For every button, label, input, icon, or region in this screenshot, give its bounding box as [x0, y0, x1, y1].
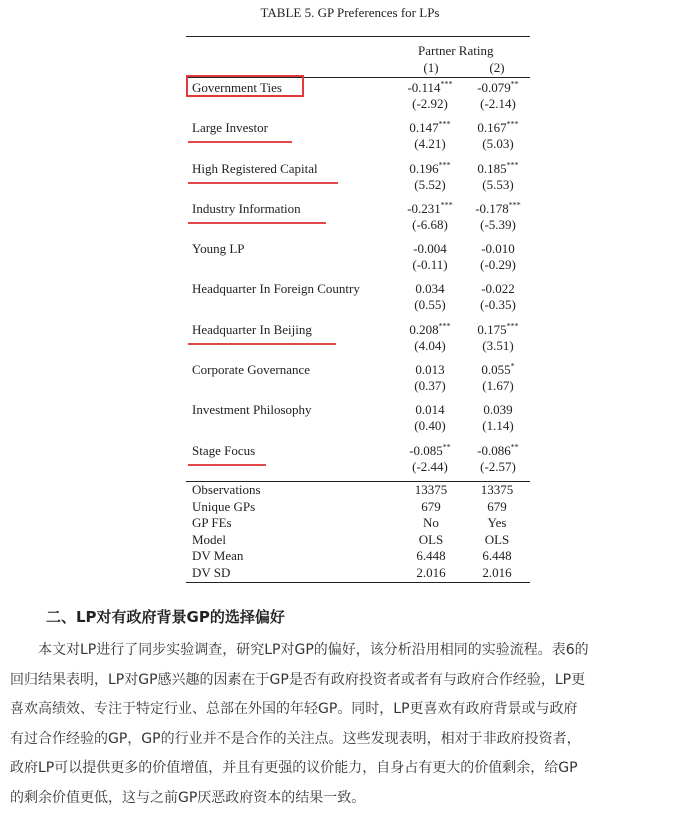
table-row: [186, 78, 530, 118]
coef-col-1: -0.231***: [407, 200, 453, 216]
row-label: Headquarter In Beijing: [192, 321, 312, 337]
paragraph-line: 的剩余价值更低，这与之前GP厌恶政府资本的结果一致。: [10, 789, 366, 806]
tstat-col-1: (-0.11): [412, 257, 448, 273]
coefficient-rows: [186, 78, 530, 481]
row-label: Stage Focus: [192, 442, 256, 458]
highlight-underline: [188, 141, 292, 143]
stars: ***: [506, 160, 519, 170]
coef-col-1: 0.196***: [409, 160, 451, 176]
coef-col-1: 0.014: [415, 402, 445, 418]
stars: ***: [506, 119, 519, 129]
paragraph-line: 有过合作经验的GP，GP的行业并不是合作的关注点。这些发现表明，相对于非政府投资者，: [10, 730, 581, 747]
coef-col-2: 0.185***: [477, 160, 519, 176]
section-paragraph: [10, 636, 690, 813]
table-row: [186, 199, 530, 239]
table-row: [186, 118, 530, 158]
stars: ***: [438, 119, 451, 129]
row-label: Young LP: [192, 241, 245, 257]
stats-col-2: 2.016: [482, 564, 512, 580]
stats-col-2: 13375: [480, 481, 514, 497]
table-row: [186, 159, 530, 199]
coef-col-2: 0.055*: [481, 361, 515, 378]
paragraph-line: 本文对LP进行了同步实验调查，研究LP对GP的偏好，该分析沿用相同的实验流程。表6的: [38, 642, 589, 658]
stats-label: Observations: [192, 481, 261, 497]
tstat-col-2: (3.51): [482, 337, 514, 353]
coef-col-2: 0.039: [483, 402, 513, 418]
tstat-col-1: (-2.44): [412, 458, 448, 474]
tstat-col-2: (-2.57): [480, 458, 516, 474]
table-row: [186, 239, 530, 279]
paragraph-line: 回归结果表明，LP对GP感兴趣的因素在于GP是否有政府投资者或者有与政府合作经验，LP更: [10, 671, 586, 688]
coef-col-2: -0.010: [481, 241, 515, 257]
stars: ***: [438, 160, 451, 170]
tstat-col-2: (-0.35): [480, 297, 516, 313]
coef-col-1: 0.013: [415, 362, 445, 378]
tstat-col-1: (4.04): [414, 337, 446, 353]
coef-col-2: -0.022: [481, 281, 515, 297]
stars: **: [510, 79, 519, 89]
row-label: Investment Philosophy: [192, 402, 312, 418]
row-label: Headquarter In Foreign Country: [192, 281, 360, 297]
tstat-col-2: (1.14): [482, 418, 514, 434]
section-heading: 二、LP对有政府背景GP的选择偏好: [46, 608, 285, 626]
stats-row: [186, 482, 530, 499]
table-row: [186, 279, 530, 319]
tstat-col-1: (-2.92): [412, 96, 448, 111]
table-row: [186, 320, 530, 360]
bottom-rule: [186, 582, 530, 583]
stats-label: Model: [192, 531, 226, 547]
paragraph-line: 政府LP可以提供更多的价值增值，并且有更强的议价能力，自身占有更大的价值剩余，给GP: [10, 760, 578, 776]
stats-col-2: OLS: [484, 531, 510, 547]
tstat-col-2: (5.53): [482, 176, 514, 192]
coef-col-1: -0.114***: [407, 79, 453, 95]
table-row: [186, 400, 530, 440]
stats-row: [186, 532, 530, 549]
coef-col-2: -0.086**: [477, 442, 519, 458]
stars: *: [510, 361, 515, 371]
tstat-col-1: (0.40): [414, 418, 446, 434]
coef-col-1: -0.004: [413, 241, 447, 257]
tstat-col-2: (-0.29): [480, 257, 516, 273]
stats-col-2: 6.448: [482, 548, 512, 564]
row-label: High Registered Capital: [192, 160, 318, 176]
table-header: [186, 37, 530, 77]
tstat-col-1: (4.21): [414, 136, 446, 152]
stars: ***: [508, 200, 521, 210]
table-row: [186, 360, 530, 400]
row-label: Industry Information: [192, 200, 301, 216]
stats-col-2: Yes: [487, 515, 507, 531]
tstat-col-1: (5.52): [414, 176, 446, 192]
summary-stats: [186, 482, 530, 582]
stats-label: GP FEs: [192, 515, 232, 531]
stats-col-1: 13375: [414, 481, 448, 497]
stats-col-1: No: [423, 515, 439, 531]
coef-col-1: 0.147***: [409, 119, 451, 136]
stats-row: [186, 499, 530, 516]
stars: **: [442, 442, 451, 452]
stats-row: [186, 565, 530, 582]
coef-col-1: 0.034: [415, 281, 445, 297]
stats-label: DV SD: [192, 564, 231, 580]
tstat-col-2: (5.03): [482, 136, 514, 152]
highlight-underline: [188, 182, 338, 184]
highlight-underline: [188, 222, 326, 224]
tstat-col-2: (-2.14): [480, 96, 516, 111]
stats-col-2: 679: [487, 498, 507, 514]
coef-col-1: -0.085**: [409, 442, 451, 458]
highlight-underline: [188, 343, 336, 345]
stats-col-1: OLS: [418, 531, 444, 547]
stats-label: Unique GPs: [192, 498, 256, 514]
stats-col-1: 679: [421, 498, 441, 514]
stats-row: [186, 548, 530, 565]
stats-row: [186, 515, 530, 532]
coef-col-2: -0.079**: [477, 79, 519, 95]
row-label: Large Investor: [192, 120, 268, 136]
regression-table: [186, 36, 530, 583]
stats-label: DV Mean: [192, 548, 244, 564]
stars: ***: [438, 321, 451, 331]
header-col-1: (1): [423, 60, 439, 75]
coef-col-2: 0.167***: [477, 119, 519, 136]
stars: **: [510, 442, 519, 452]
stars: ***: [506, 321, 519, 331]
stats-col-1: 2.016: [416, 564, 446, 580]
highlight-underline: [188, 464, 266, 466]
tstat-col-1: (0.55): [414, 297, 446, 313]
table-caption: TABLE 5. GP Preferences for LPs: [260, 5, 440, 20]
table-row: [186, 441, 530, 481]
tstat-col-2: (-5.39): [480, 216, 516, 232]
stats-col-1: 6.448: [416, 548, 446, 564]
coef-col-2: -0.178***: [475, 200, 521, 216]
coef-col-1: 0.208***: [409, 321, 451, 337]
tstat-col-1: (-6.68): [412, 216, 448, 232]
stars: ***: [440, 79, 453, 89]
row-label: Corporate Governance: [192, 362, 311, 378]
row-label: Government Ties: [192, 80, 282, 95]
stars: ***: [440, 200, 453, 210]
tstat-col-2: (1.67): [482, 378, 514, 394]
coef-col-2: 0.175***: [477, 321, 519, 337]
header-col-2: (2): [489, 60, 505, 75]
tstat-col-1: (0.37): [414, 378, 446, 394]
header-group-label: Partner Rating: [418, 43, 494, 58]
paragraph-line: 喜欢高绩效、专注于特定行业、总部在外国的年轻GP。同时，LP更喜欢有政府背景或与政府: [10, 701, 578, 717]
